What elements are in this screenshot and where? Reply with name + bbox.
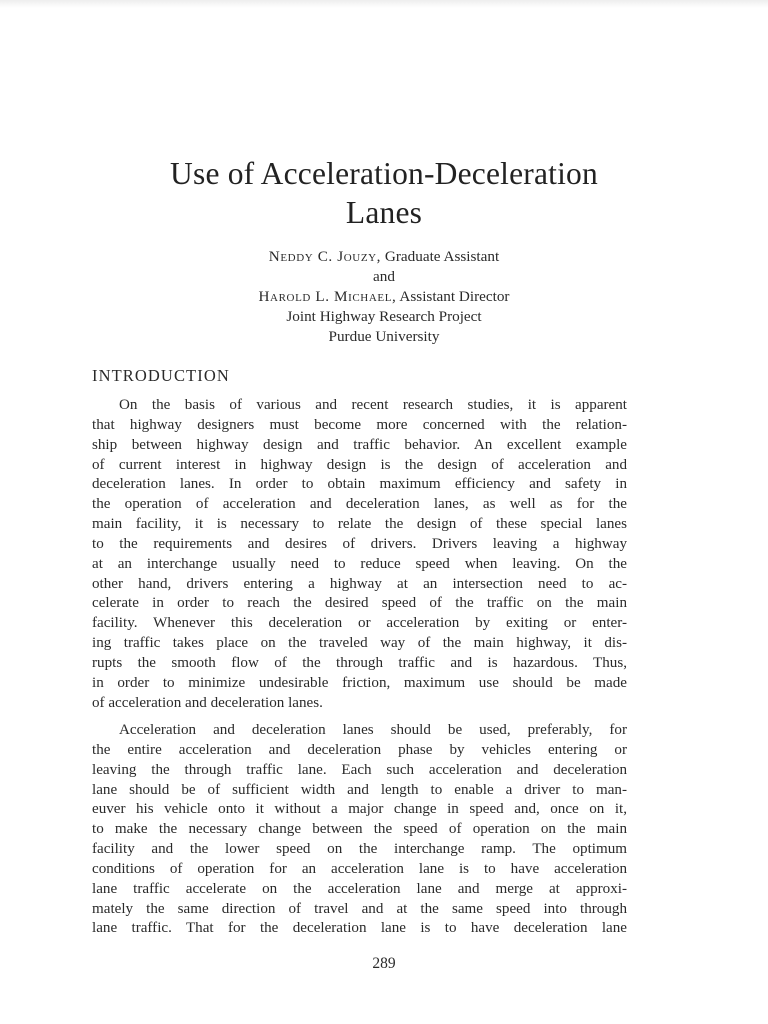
- paragraph-1: [92, 396, 627, 714]
- paragraph-line: in order to minimize undesirable friction, maximum use should be made: [92, 674, 627, 691]
- paragraph-line: On the basis of various and recent research studies, it is apparent: [119, 397, 627, 413]
- paragraph-line: facility and the lower speed on the interchange ramp. The optimum: [92, 841, 627, 858]
- paragraph-line: lane traffic accelerate on the acceleration lane and merge at approxi-: [92, 880, 627, 897]
- paragraph-line: facility. Whenever this deceleration or acceleration by exiting or enter-: [92, 615, 627, 632]
- paragraph-line: the entire acceleration and deceleration phase by vehicles entering or: [92, 741, 627, 758]
- paragraph-line: conditions of operation for an acceleration lane is to have acceleration: [92, 860, 627, 877]
- paragraph-line: of acceleration and deceleration lanes.: [92, 694, 323, 711]
- author-1-name: Neddy C. Jouzy,: [268, 248, 382, 265]
- title-line-2: Lanes: [345, 195, 423, 230]
- paragraph-line: celerate in order to reach the desired speed of the traffic on the main: [92, 595, 627, 612]
- affiliation-line-1: Joint Highway Research Project: [286, 308, 482, 325]
- title-line-1: Use of Acceleration-Deceleration: [170, 156, 598, 191]
- section-heading-introduction: INTRODUCTION: [92, 366, 230, 385]
- article-title: [60, 154, 708, 232]
- paragraph-line: ing traffic takes place on the traveled way of the main highway, it dis-: [92, 635, 627, 652]
- paragraph-line: lane should be of sufficient width and length to enable a driver to man-: [92, 781, 627, 798]
- paragraph-line: deceleration lanes. In order to obtain maximum efficiency and safety in: [92, 476, 627, 493]
- author-2-name: Harold L. Michael,: [258, 288, 397, 305]
- page-number: 289: [372, 955, 396, 972]
- paragraph-line: to make the necessary change between the speed of operation on the main: [92, 821, 627, 838]
- paragraph-line: leaving the through traffic lane. Each such acceleration and deceleration: [92, 761, 627, 778]
- paragraph-line: mately the same direction of travel and at the same speed into through: [92, 900, 627, 917]
- author-2-role: Assistant Director: [399, 288, 510, 305]
- paragraph-line: ship between highway design and traffic behavior. An excellent example: [92, 436, 627, 453]
- paragraph-line: to the requirements and desires of drivers. Drivers leaving a highway: [92, 535, 627, 552]
- author-1-role: Graduate Assistant: [384, 248, 500, 265]
- paragraph-line: euver his vehicle onto it without a major change in speed and, once on it,: [92, 801, 627, 818]
- paragraph-line: of current interest in highway design is the design of acceleration and: [92, 456, 627, 473]
- paragraph-line: the operation of acceleration and deceleration lanes, as well as for the: [92, 496, 627, 513]
- author-1-line: [60, 247, 708, 267]
- author-2-line: [60, 287, 708, 307]
- affiliation-line-2: Purdue University: [328, 328, 440, 345]
- paragraph-line: at an interchange usually need to reduce speed when leaving. On the: [92, 555, 627, 572]
- paragraph-line: Acceleration and deceleration lanes should be used, preferably, for: [119, 722, 627, 738]
- paragraph-line: lane traffic. That for the deceleration lane is to have deceleration lane: [92, 920, 627, 937]
- paragraph-line: main facility, it is necessary to relate the design of these special lanes: [92, 516, 627, 533]
- page-top-shadow: [0, 0, 768, 8]
- paragraph-line: other hand, drivers entering a highway at an intersection need to ac-: [92, 575, 627, 592]
- paragraph-line: rupts the smooth flow of the through traffic and is hazardous. Thus,: [92, 654, 627, 671]
- paragraph-2: [92, 721, 627, 939]
- author-block: [60, 247, 708, 347]
- paragraph-line: that highway designers must become more concerned with the relation-: [92, 416, 627, 433]
- author-conjunction: and: [373, 268, 395, 285]
